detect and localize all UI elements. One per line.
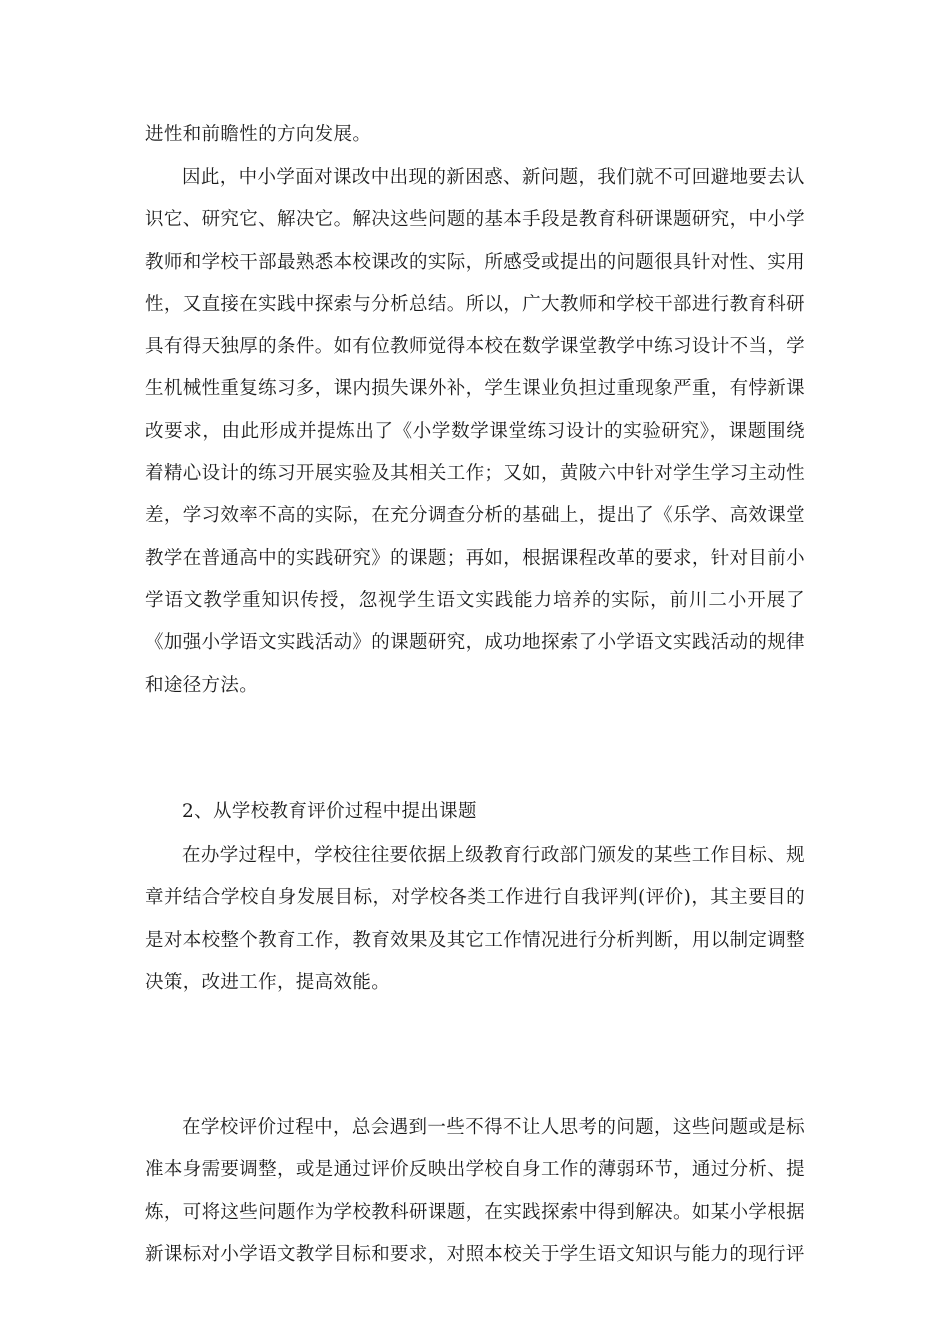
paragraph-evaluation-process: 在学校评价过程中，总会遇到一些不得不让人思考的问题，这些问题或是标准本身需要调整，或是通过评价反映出学校自身工作的薄弱环节，通过分析、提炼，可将这些问题作为学校教科研课题，在实践探索中得到解决。如某小学根据新课标对小学语文教学目标和要求，对照本校关于学生语文知识与能力的现行评: [145, 1117, 805, 1265]
paragraph-school-evaluation: 在办学过程中，学校往往要依据上级教育行政部门颁发的某些工作目标、规章并结合学校自身发展目标，对学校各类工作进行自我评判(评价)，其主要目的是对本校整个教育工作，教育效果及其它工作情况进行分析判断，用以制定调整决策，改进工作，提高效能。: [145, 845, 805, 993]
section-heading: 2、从学校教育评价过程中提出课题: [182, 801, 477, 822]
paragraph-research-topics: 因此，中小学面对课改中出现的新困惑、新问题，我们就不可回避地要去认识它、研究它、解决它。解决这些问题的基本手段是教育科研课题研究，中小学教师和学校干部最熟悉本校课改的实际，所感受或提出的问题很具针对性、实用性，又直接在实践中探索与分析总结。所以，广大教师和学校干部进行教育科研具有得天独厚的条件。如有位教师觉得本校在数学课堂教学中练习设计不当，学生机械性重复练习多，课内损失课外补，学生课业负担过重现象严重，有悖新课改要求，由此形成并提炼出了《小学数学课堂练习设计的实验研究》，课题围绕着精心设计的练习开展实验及其相关工作；又如，黄陂六中针对学生学习主动性差，学习效率不高的实际，在充分调查分析的基础上，提出了《乐学、高效课堂教学在普通高中的实践研究》的课题；再如，根据课程改革的要求，针对目前小学语文教学重知识传授，忽视学生语文实践能力培养的实际，前川二小开展了《加强小学语文实践活动》的课题研究，成功地探索了小学语文实践活动的规律和途径方法。: [145, 167, 805, 696]
paragraph-continuation: 进性和前瞻性的方向发展。: [145, 124, 372, 145]
